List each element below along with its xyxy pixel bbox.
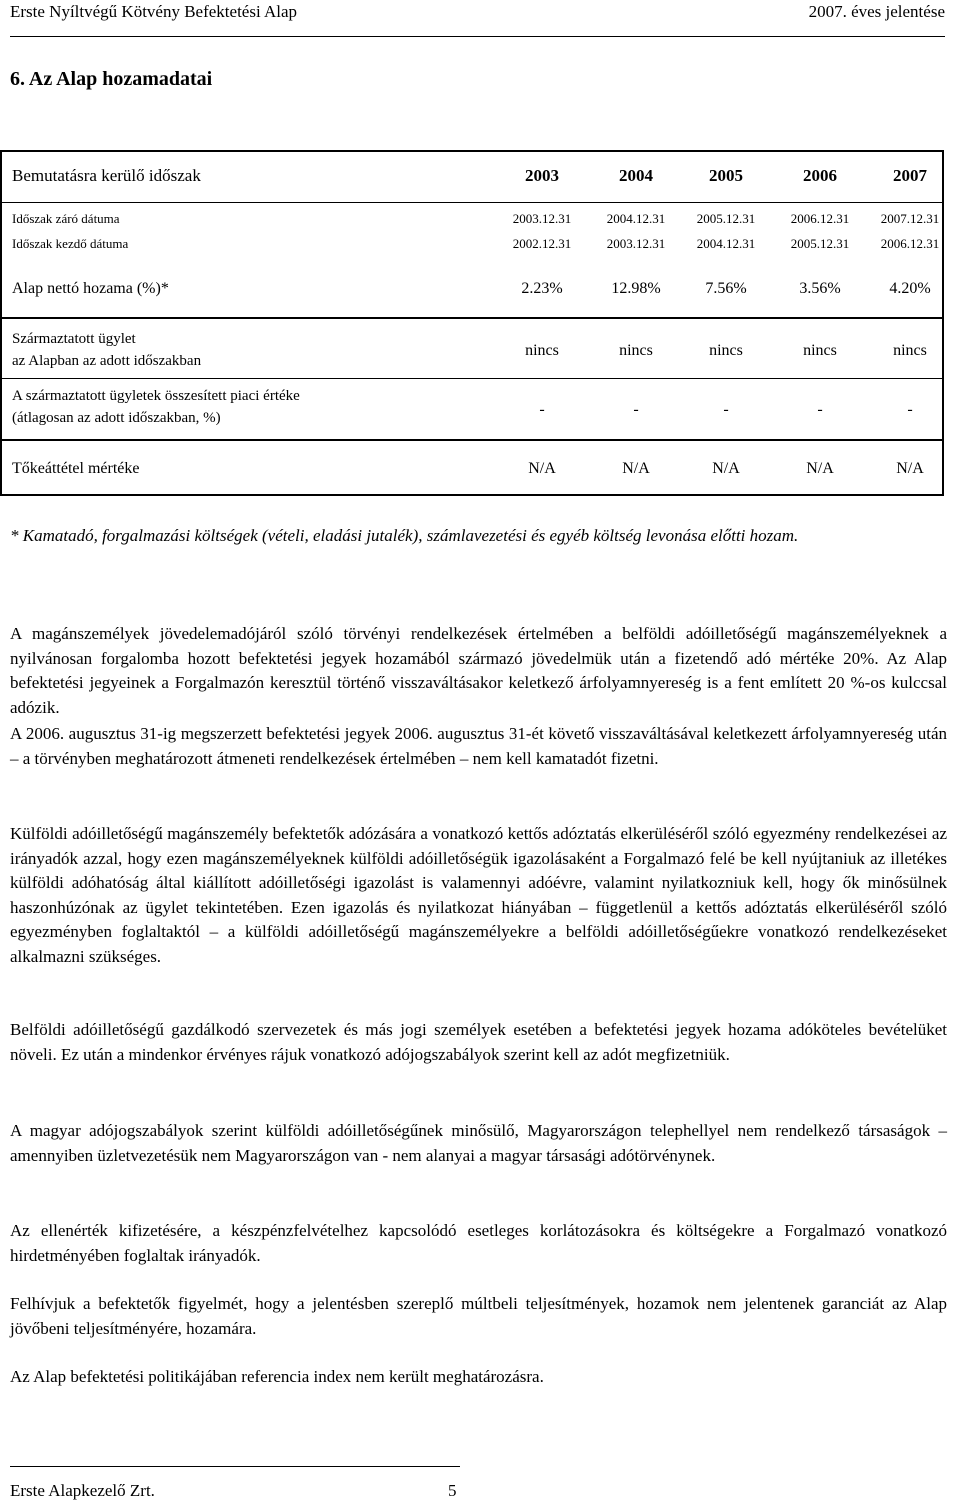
market-value-cell: - [907, 401, 913, 418]
market-value-cell: - [723, 401, 729, 418]
leverage-cell: N/A [806, 460, 834, 477]
page-header [10, 0, 945, 37]
table-divider [2, 378, 942, 379]
market-value-label-line-2: (átlagosan az adott időszakban, %) [12, 410, 221, 426]
market-value-label-line-1: A származtatott ügyletek összesített piaci értéke [12, 388, 300, 404]
start-date-label: Időszak kezdő dátuma [12, 236, 129, 251]
report-title: 2007. éves jelentése [808, 2, 945, 21]
derivative-cell: nincs [525, 342, 559, 359]
net-return-label: Alap nettó hozama (%)* [12, 280, 169, 297]
derivative-cell: nincs [803, 342, 837, 359]
table-divider [2, 317, 942, 319]
year-cell: 2006 [803, 166, 837, 185]
derivative-cell: nincs [619, 342, 653, 359]
leverage-cell: N/A [712, 460, 740, 477]
year-cell: 2005 [709, 166, 743, 185]
table-divider [2, 439, 942, 441]
date-cell: 2004.12.31 [606, 211, 666, 226]
fund-name: Erste Nyíltvégű Kötvény Befektetési Alap [10, 2, 298, 21]
end-date-label: Időszak záró dátuma [12, 211, 120, 226]
return-cell: 7.56% [705, 280, 747, 297]
derivative-label-line-1: Származtatott ügylet [12, 331, 136, 347]
return-cell: 12.98% [611, 280, 661, 297]
leverage-label: Tőkeáttétel mértéke [12, 460, 140, 477]
leverage-cell: N/A [896, 460, 924, 477]
date-cell: 2007.12.31 [880, 211, 940, 226]
tax-transition-paragraph: A 2006. augusztus 31-ig megszerzett befektetési jegyek 2006. augusztus 31-ét követő visszaváltásával keletkezett árfolyamnyereség után – a törvényben meghatározott átmeneti rendelkezések értelmében – nem kell kamatadót fizetni. [10, 724, 947, 768]
domestic-entity-paragraph: Belföldi adóilletőségű gazdálkodó szervezetek és más jogi személyek esetében a befektetési jegyek hozama adóköteles bevételüket növeli. Ez után a mindenkor érvényes rájuk vonatkozó adójogszabályok szerint kell az adót megfizetniük. [10, 1020, 947, 1064]
leverage-cell: N/A [528, 460, 556, 477]
year-cell: 2003 [525, 166, 559, 185]
footnote: * Kamatadó, forgalmazási költségek (vételi, eladási jutalék), számlavezetési és egyéb költség levonása előtti hozam. [10, 526, 799, 545]
leverage-cell: N/A [622, 460, 650, 477]
date-cell: 2006.12.31 [880, 236, 940, 251]
return-cell: 4.20% [889, 280, 931, 297]
returns-table [0, 150, 944, 496]
table-divider [2, 202, 942, 203]
date-cell: 2003.12.31 [512, 211, 572, 226]
derivative-cell: nincs [709, 342, 743, 359]
date-cell: 2006.12.31 [790, 211, 850, 226]
date-cell: 2005.12.31 [790, 236, 850, 251]
date-cell: 2003.12.31 [606, 236, 666, 251]
date-cell: 2005.12.31 [696, 211, 756, 226]
period-label: Bemutatásra kerülő időszak [12, 166, 201, 185]
derivative-label-line-2: az Alapban az adott időszakban [12, 353, 202, 369]
disclaimer-paragraph: Felhívjuk a befektetők figyelmét, hogy a jelentésben szereplő múltbeli teljesítmények, hozamok nem jelentenek garanciát az Alap jövőbeni teljesítményére, hozamára. [10, 1294, 947, 1338]
market-value-cell: - [633, 401, 639, 418]
return-cell: 3.56% [799, 280, 841, 297]
company-name: Erste Alapkezelő Zrt. [10, 1481, 155, 1500]
foreign-investor-paragraph: Külföldi adóilletőségű magánszemély befektetők adózására a vonatkozó kettős adóztatás elkerüléséről szóló egyezmény rendelkezései az irányadók azzal, hogy ezen magánszemélyeknek külföldi adóilletőségük igazolásaként a Forgalmazó felé be kell nyújtaniuk az illetékes külföldi adóhatóság által kiállított adóilletőségi igazolást is valamennyi adóévre, valamint nyilatkozniuk kell, hogy ők minősülnek haszonhúzónak az ügylet tekintetében. Ezen igazolás és nyilatkozat hiányában – függetlenül a kettős adóztatás elkerüléséről szóló egyezményben foglaltaktól – a külföldi adóilletőségű magánszemélyekre a belföldi adóilletőségűekre vonatkozó rendelkezéseket alkalmazni szükséges. [10, 824, 947, 966]
settlement-paragraph: Az ellenérték kifizetésére, a készpénzfelvételhez kapcsolódó esetleges korlátozásokra és költségekre a Forgalmazó vonatkozó hirdetményében foglaltak irányadók. [10, 1221, 947, 1265]
section-title: 6. Az Alap hozamadatai [10, 68, 213, 90]
return-cell: 2.23% [521, 280, 563, 297]
page-footer [10, 1466, 460, 1500]
date-cell: 2002.12.31 [512, 236, 572, 251]
date-cell: 2004.12.31 [696, 236, 756, 251]
page-number: 5 [448, 1481, 457, 1500]
year-cell: 2007 [893, 166, 927, 185]
foreign-company-paragraph: A magyar adójogszabályok szerint külföldi adóilletőségűnek minősülő, Magyarországon telephellyel nem rendelkező társaságok – amennyiben üzletvezetésük nem Magyarországon van - nem alanyai a magyar társasági adótörvénynek. [10, 1121, 947, 1165]
benchmark-paragraph: Az Alap befektetési politikájában referencia index nem került meghatározásra. [10, 1367, 544, 1386]
market-value-cell: - [539, 401, 545, 418]
tax-paragraph: A magánszemélyek jövedelemadójáról szóló törvényi rendelkezések értelmében a belföldi adóilletőségű magánszemélyeknek a nyilvánosan forgalomba hozott befektetési jegyek hozamából származó jövedelmük után a fizetendő adó mértéke 20%. Az Alap befektetési jegyeinek a Forgalmazón keresztül történő visszaváltásakor keletkező árfolyamnyereség is a fent említett 20 %-os kulccsal adózik. [10, 624, 947, 717]
year-cell: 2004 [619, 166, 653, 185]
market-value-cell: - [817, 401, 823, 418]
derivative-cell: nincs [893, 342, 927, 359]
